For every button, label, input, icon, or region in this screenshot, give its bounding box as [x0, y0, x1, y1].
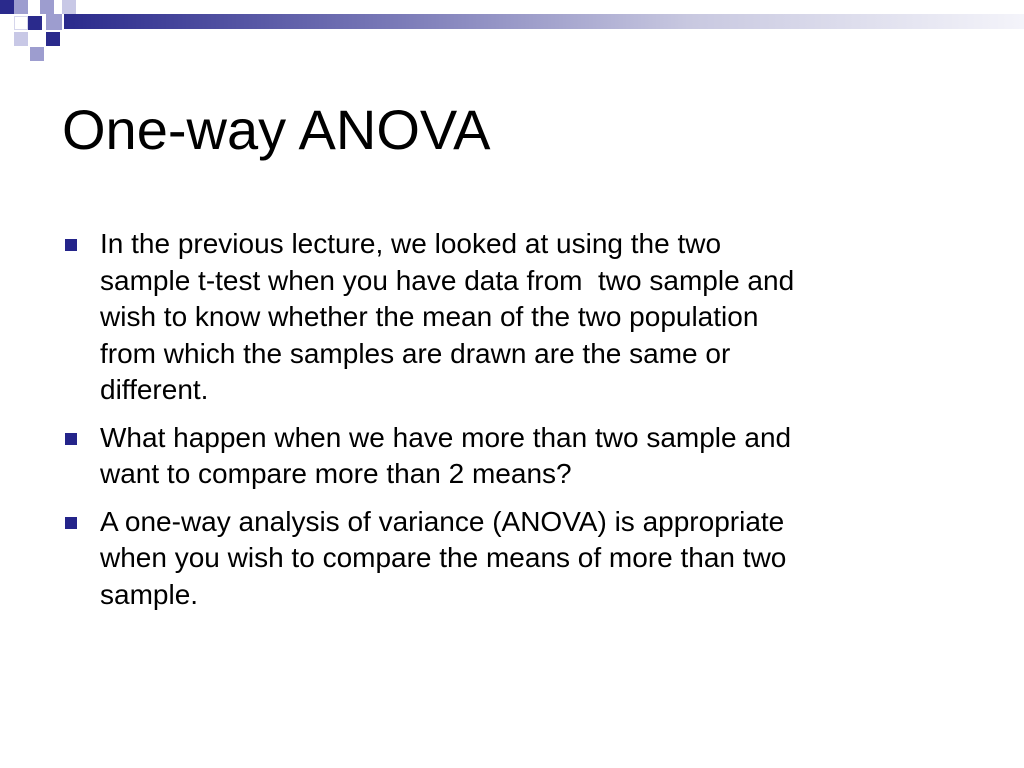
deco-square: [46, 14, 62, 30]
square-bullet-icon: [65, 433, 77, 445]
bullet-list: [62, 226, 962, 624]
bullet-item: [62, 504, 962, 614]
bullet-text-line: want to compare more than 2 means?: [100, 458, 572, 489]
deco-square: [46, 32, 60, 46]
bullet-text-line: from which the samples are drawn are the same or: [100, 337, 731, 369]
deco-square: [28, 16, 42, 30]
square-bullet-icon: [65, 239, 77, 251]
deco-square: [0, 0, 14, 14]
bullet-text-line: wish to know whether the mean of the two population: [100, 301, 759, 332]
bullet-item: [62, 226, 962, 409]
bullet-text-line: sample t-test when you have data from two sample and: [100, 264, 795, 296]
deco-square: [30, 47, 44, 61]
deco-square: [14, 32, 28, 46]
bullet-text-line: What happen when we have more than two sample and: [100, 421, 792, 453]
corner-squares-decoration: [0, 0, 80, 64]
bullet-item: [62, 420, 962, 493]
deco-square: [62, 0, 76, 14]
square-bullet-icon: [65, 517, 77, 529]
bullet-text-line: different.: [100, 374, 209, 405]
bullet-text-line: sample.: [100, 578, 199, 610]
deco-square: [40, 0, 54, 14]
deco-square: [14, 0, 28, 14]
slide-title: One-way ANOVA: [62, 98, 491, 161]
deco-square: [14, 16, 28, 30]
header-gradient-bar: [64, 14, 1024, 29]
bullet-text-line: when you wish to compare the means of more than two: [100, 542, 787, 573]
bullet-text-line: A one-way analysis of variance (ANOVA) is appropriate: [100, 505, 785, 537]
bullet-text-line: In the previous lecture, we looked at using the two: [100, 228, 722, 259]
